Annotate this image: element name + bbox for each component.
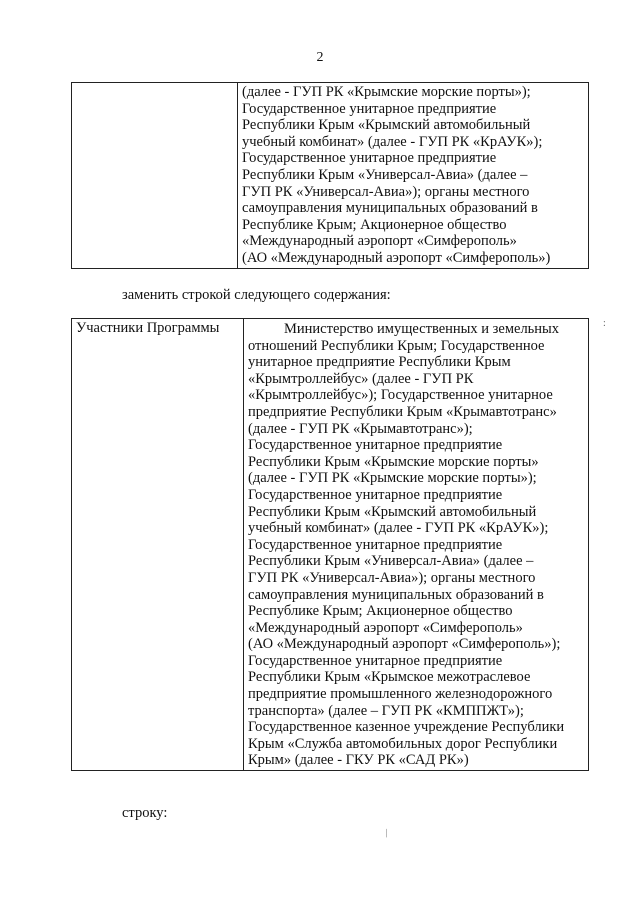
text-line: Республики Крым «Крымский автомобильный [248, 503, 537, 520]
text-line: учебный комбинат» (далее - ГУП РК «КрАУК»); [248, 520, 549, 537]
text-line: Государственное унитарное предприятие [248, 437, 503, 454]
text-line: Республике Крым; Акционерное общество [248, 603, 513, 620]
text-line: Государственное унитарное предприятие [248, 536, 503, 553]
text-line: (АО «Международный аэропорт «Симферополь»); [248, 636, 561, 653]
text-line: Республике Крым; Акционерное общество [242, 216, 507, 233]
text-line: Республики Крым «Крымские морские порты» [248, 453, 539, 470]
table-cell-label: Участники Программы [72, 319, 244, 771]
table-cell-content [244, 319, 589, 771]
text-line: (далее - ГУП РК «Крымские морские порты»); [248, 470, 537, 487]
previous-text-table [71, 82, 589, 269]
scan-mark: : [603, 318, 606, 329]
text-line: Республики Крым «Универсал-Авиа» (далее – [242, 166, 528, 183]
text-line: Министерство имущественных и земельных [284, 321, 560, 337]
table-cell-label-empty [72, 83, 238, 269]
text-line: (далее - ГУП РК «Крымские морские порты»); [242, 84, 531, 100]
text-line: предприятие Республики Крым «Крымавтотранс» [248, 403, 557, 420]
text-line: ГУП РК «Универсал-Авиа»); органы местного [242, 183, 530, 200]
text-line: (далее - ГУП РК «Крымавтотранс»); [248, 420, 473, 437]
text-line: «Международный аэропорт «Симферополь» [242, 233, 517, 250]
text-line: ГУП РК «Универсал-Авиа»); органы местного [248, 569, 536, 586]
text-line: Государственное казенное учреждение Республики [248, 719, 565, 736]
text-line: Крым» (далее - ГКУ РК «САД РК») [248, 752, 469, 769]
text-line: Республики Крым «Крымское межотраслевое [248, 669, 531, 686]
page-number: 2 [316, 50, 324, 65]
text-line: Государственное унитарное предприятие [242, 150, 497, 167]
scan-mark: / [382, 825, 391, 841]
text-line: «Крымтроллейбус»); Государственное унитарное [248, 387, 553, 404]
text-line: Государственное унитарное предприятие [242, 100, 497, 117]
replace-instruction: заменить строкой следующего содержания: [122, 287, 391, 303]
table-row [72, 319, 589, 771]
text-line: (АО «Международный аэропорт «Симферополь») [242, 249, 551, 266]
text-line: транспорта» (далее – ГУП РК «КМППЖТ»); [248, 702, 524, 719]
text-line: Республики Крым «Универсал-Авиа» (далее – [248, 553, 534, 570]
text-line: самоуправления муниципальных образований в [242, 200, 538, 217]
text-line: Государственное унитарное предприятие [248, 486, 503, 503]
text-line: «Крымтроллейбус» (далее - ГУП РК [248, 370, 474, 387]
table-cell-content [238, 83, 589, 269]
text-line: самоуправления муниципальных образований в [248, 586, 544, 603]
text-line: учебный комбинат» (далее - ГУП РК «КрАУК»); [242, 133, 543, 150]
table-row [72, 83, 589, 269]
text-line: унитарное предприятие Республики Крым [248, 354, 511, 371]
text-line: Республики Крым «Крымский автомобильный [242, 117, 531, 134]
row-instruction: строку: [122, 805, 168, 821]
text-line: Крым «Служба автомобильных дорог Республики [248, 735, 558, 752]
text-line: предприятие промышленного железнодорожного [248, 686, 553, 703]
text-line: отношений Республики Крым; Государственное [248, 337, 545, 354]
participants-table [71, 318, 589, 771]
text-line: Государственное унитарное предприятие [248, 652, 503, 669]
text-line: «Международный аэропорт «Симферополь» [248, 619, 523, 636]
